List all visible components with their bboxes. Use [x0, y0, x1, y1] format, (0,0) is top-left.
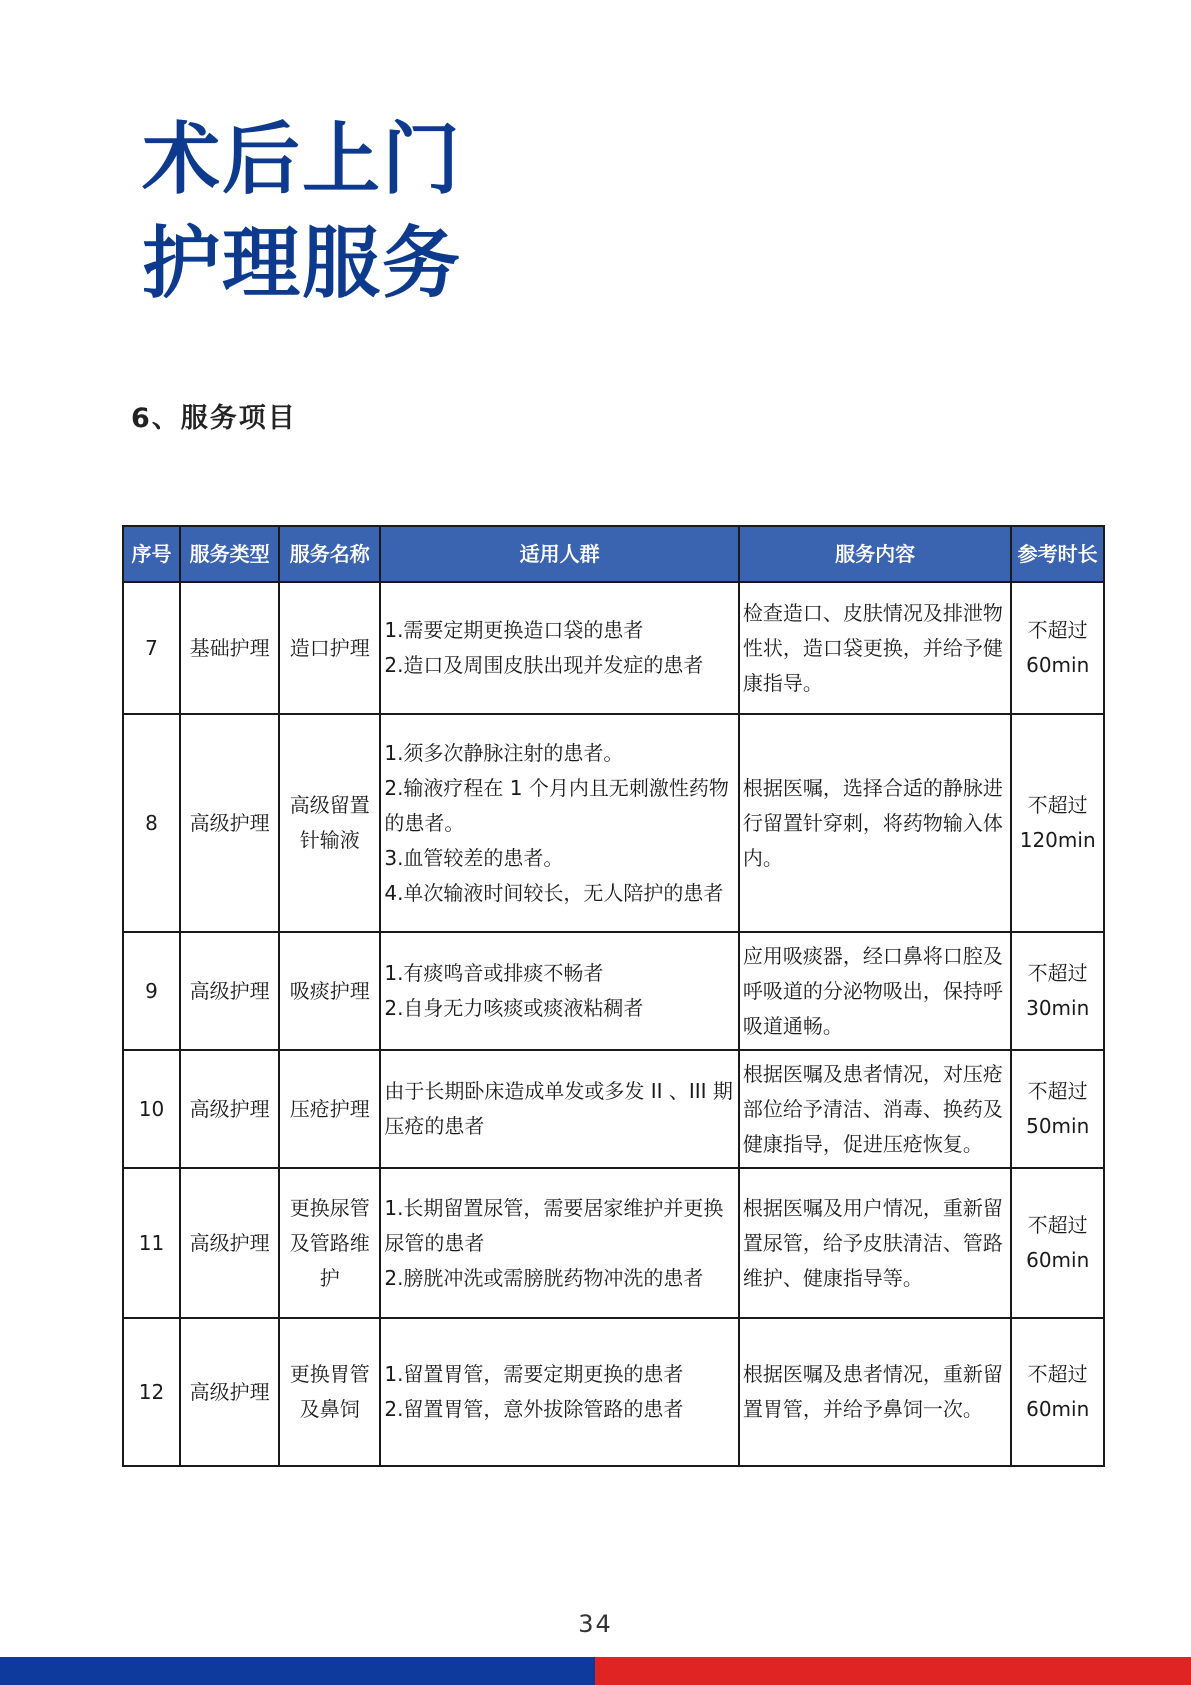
cell-content-line: 部位给予清洁、消毒、换药及 [742, 1096, 1003, 1121]
footer-bar-red [595, 1657, 1191, 1685]
cell-content-line: 健康指导，促进压疮恢复。 [742, 1131, 983, 1156]
cell-type [180, 1168, 279, 1318]
cell-name-line: 压疮护理 [289, 1096, 370, 1121]
cell-no: 12 [123, 1318, 180, 1466]
cell-audience [380, 1168, 739, 1318]
cell-name [279, 1168, 380, 1318]
cell-type [180, 714, 279, 932]
cell-name [279, 932, 380, 1050]
cell-name-line: 造口护理 [289, 635, 370, 660]
footer-bar [0, 1657, 1191, 1685]
table-row [123, 582, 1104, 714]
cell-audience-line: 2.留置胃管，意外拔除管路的患者 [384, 1397, 684, 1421]
cell-audience-line: 1.长期留置尿管，需要居家维护并更换 [384, 1195, 724, 1220]
cell-name-line: 及鼻饲 [299, 1397, 360, 1421]
cell-content-line: 置胃管，并给予鼻饲一次。 [742, 1397, 983, 1421]
cell-audience-line: 2.膀胱冲洗或需膀胱药物冲洗的患者 [384, 1265, 704, 1290]
cell-no: 10 [123, 1050, 180, 1168]
cell-no: 8 [123, 714, 180, 932]
cell-name-line: 更换尿管 [289, 1195, 370, 1220]
cell-content-line: 呼吸道的分泌物吸出，保持呼 [742, 978, 1003, 1003]
footer-bar-blue [0, 1657, 595, 1685]
cell-type [180, 1318, 279, 1466]
cell-duration-line: 50min [1026, 1114, 1090, 1138]
cell-content-line: 性状，造口袋更换，并给予健 [742, 635, 1003, 660]
cell-audience [380, 932, 739, 1050]
cell-name-line: 吸痰护理 [289, 978, 370, 1003]
cell-audience-line: 尿管的患者 [384, 1230, 485, 1255]
cell-name [279, 1318, 380, 1466]
page-number: 34 [578, 1610, 613, 1638]
cell-duration [1011, 582, 1104, 714]
cell-content-line: 吸道通畅。 [742, 1013, 843, 1038]
cell-audience-line: 3.血管较差的患者。 [384, 845, 564, 870]
cell-duration-line: 不超过 [1027, 1362, 1088, 1386]
cell-type-line: 基础护理 [189, 635, 270, 660]
cell-content-line: 检查造口、皮肤情况及排泄物 [742, 600, 1003, 625]
cell-duration [1011, 1318, 1104, 1466]
header-type: 服务类型 [180, 526, 279, 582]
cell-audience-line: 1.留置胃管，需要定期更换的患者 [384, 1362, 684, 1386]
cell-content-line: 行留置针穿刺，将药物输入体 [742, 810, 1003, 835]
cell-name-line: 针输液 [299, 828, 360, 852]
cell-type-line: 高级护理 [189, 1230, 270, 1255]
cell-type-line: 高级护理 [189, 1379, 270, 1404]
cell-duration-line: 不超过 [1027, 618, 1088, 642]
header-audience: 适用人群 [380, 526, 739, 582]
header-duration: 参考时长 [1011, 526, 1104, 582]
cell-duration [1011, 1050, 1104, 1168]
cell-name [279, 714, 380, 932]
cell-name-line: 护 [319, 1265, 340, 1290]
cell-content-line: 根据医嘱，选择合适的静脉进 [742, 775, 1003, 800]
cell-content-line: 置尿管，给予皮肤清洁、管路 [742, 1230, 1003, 1255]
cell-type [180, 932, 279, 1050]
page-title-line-2: 护理服务 [142, 219, 463, 309]
cell-duration [1011, 714, 1104, 932]
header-name: 服务名称 [279, 526, 380, 582]
cell-content-line: 维护、健康指导等。 [742, 1265, 923, 1290]
cell-content-line: 应用吸痰器，经口鼻将口腔及 [742, 943, 1003, 968]
cell-no: 9 [123, 932, 180, 1050]
cell-audience [380, 1050, 739, 1168]
section-heading: 6、服务项目 [131, 403, 297, 434]
cell-duration-line: 60min [1026, 1248, 1090, 1272]
cell-name-line: 高级留置 [289, 793, 370, 817]
cell-audience-line: 2.输液疗程在 1 个月内且无刺激性药物 [384, 775, 729, 800]
cell-audience [380, 714, 739, 932]
cell-content [739, 1318, 1011, 1466]
cell-name-line: 及管路维 [289, 1230, 370, 1255]
table-row [123, 1168, 1104, 1318]
cell-duration [1011, 1168, 1104, 1318]
cell-name [279, 1050, 380, 1168]
cell-duration [1011, 932, 1104, 1050]
cell-duration-line: 120min [1019, 828, 1096, 852]
table-header-row [123, 526, 1104, 582]
cell-type-line: 高级护理 [189, 1096, 270, 1121]
cell-content-line: 内。 [742, 845, 783, 870]
cell-content [739, 1050, 1011, 1168]
cell-content-line: 康指导。 [742, 670, 823, 695]
cell-type-line: 高级护理 [189, 978, 270, 1003]
cell-content [739, 932, 1011, 1050]
cell-audience-line: 2.自身无力咳痰或痰液粘稠者 [384, 996, 644, 1020]
cell-audience [380, 582, 739, 714]
cell-duration-line: 不超过 [1027, 1079, 1088, 1103]
cell-duration-line: 60min [1026, 1397, 1090, 1421]
table-row [123, 1318, 1104, 1466]
table-row [123, 1050, 1104, 1168]
cell-name-line: 更换胃管 [289, 1362, 370, 1386]
cell-audience-line: 压疮的患者 [384, 1114, 485, 1138]
cell-audience-line: 的患者。 [384, 810, 465, 835]
cell-content [739, 714, 1011, 932]
cell-no: 7 [123, 582, 180, 714]
cell-duration-line: 不超过 [1027, 793, 1088, 817]
cell-content [739, 582, 1011, 714]
cell-audience-line: 1.需要定期更换造口袋的患者 [384, 618, 644, 642]
cell-audience-line: 2.造口及周围皮肤出现并发症的患者 [384, 653, 704, 677]
cell-audience-line: 1.须多次静脉注射的患者。 [384, 740, 624, 765]
table-row [123, 714, 1104, 932]
table-row [123, 932, 1104, 1050]
cell-no: 11 [123, 1168, 180, 1318]
service-table [122, 525, 1105, 1467]
header-content: 服务内容 [739, 526, 1011, 582]
cell-duration-line: 60min [1026, 653, 1090, 677]
cell-duration-line: 不超过 [1027, 961, 1088, 985]
cell-content-line: 根据医嘱及患者情况，重新留 [742, 1362, 1003, 1386]
cell-audience-line: 1.有痰鸣音或排痰不畅者 [384, 961, 604, 985]
cell-duration-line: 30min [1026, 996, 1090, 1020]
cell-content-line: 根据医嘱及用户情况，重新留 [742, 1195, 1003, 1220]
header-no: 序号 [123, 526, 180, 582]
page-title [142, 108, 462, 316]
cell-name [279, 582, 380, 714]
cell-type [180, 1050, 279, 1168]
cell-audience [380, 1318, 739, 1466]
page-title-line-1: 术后上门 [142, 115, 463, 205]
cell-type [180, 582, 279, 714]
cell-content [739, 1168, 1011, 1318]
cell-duration-line: 不超过 [1027, 1213, 1088, 1237]
cell-audience-line: 由于长期卧床造成单发或多发 II 、III 期 [384, 1079, 733, 1103]
cell-audience-line: 4.单次输液时间较长，无人陪护的患者 [384, 880, 724, 905]
cell-content-line: 根据医嘱及患者情况，对压疮 [742, 1061, 1003, 1086]
cell-type-line: 高级护理 [189, 810, 270, 835]
